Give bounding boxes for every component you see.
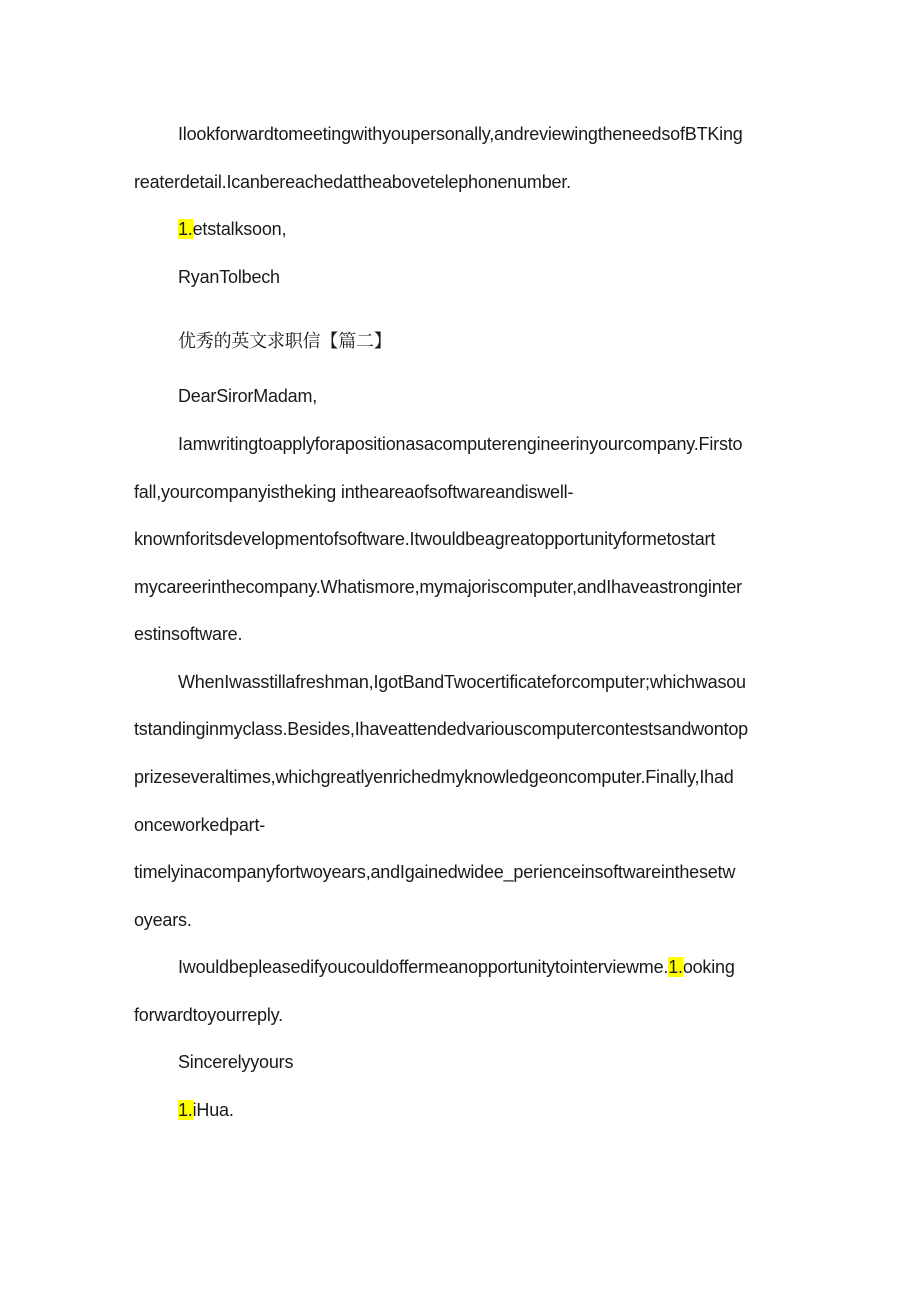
letter2-p2-line-5: timelyinacompanyfortwoyears,andIgainedwidee_perienceinsoftwareinthesetw [134, 862, 736, 882]
letter1-paragraph-line-1: Ilookforwardtomeetingwithyoupersonally,andreviewingtheneedsofBTKing [178, 124, 743, 144]
letter2-salutation: DearSirorMadam, [178, 386, 318, 406]
letter2-p1-line-4: mycareerinthecompany.Whatismore,mymajoriscomputer,andIhaveastronginter [134, 577, 742, 597]
list-marker-highlight: 1. [178, 1100, 193, 1120]
letter2-p2-line-2: tstandinginmyclass.Besides,Ihaveattendedvariouscomputercontestsandwontop [134, 719, 748, 739]
letter1-signature: RyanTolbech [178, 267, 280, 287]
letter2-p2-line-1: WhenIwasstillafreshman,IgotBandTwocertificateforcomputer;whichwasou [178, 672, 746, 692]
section-heading: 优秀的英文求职信【篇二】 [178, 331, 392, 352]
letter2-p3-line-2: forwardtoyourreply. [134, 1005, 283, 1025]
letter1-closing [178, 217, 286, 241]
letter2-p3-text-before: Iwouldbepleasedifyoucouldoffermeanopportunitytointerviewme. [178, 957, 669, 977]
letter2-p1-line-5: estinsoftware. [134, 624, 243, 644]
letter2-signature [178, 1098, 234, 1122]
letter2-p1-line-3: knownforitsdevelopmentofsoftware.Itwouldbeagreatopportunityformetostart [134, 529, 716, 549]
letter2-p3-text-after: ooking [682, 957, 735, 977]
letter2-signature-text: iHua. [192, 1100, 234, 1120]
letter1-paragraph-line-2: reaterdetail.Icanbereachedattheabovetelephonenumber. [134, 172, 571, 192]
letter2-p2-line-3: prizeseveraltimes,whichgreatlyenrichedmyknowledgeoncomputer.Finally,Ihad [134, 767, 734, 787]
letter1-closing-text: etstalksoon, [192, 219, 287, 239]
letter2-p1-line-1: Iamwritingtoapplyforapositionasacomputerengineerinyourcompany.Firsto [178, 434, 743, 454]
letter2-p2-line-4: onceworkedpart- [134, 815, 266, 835]
list-marker-highlight: 1. [668, 957, 683, 977]
letter2-p1-line-2: fall,yourcompanyistheking intheareaofsoftwareandiswell- [134, 482, 574, 502]
letter2-closing: Sincerelyyours [178, 1052, 294, 1072]
list-marker-highlight: 1. [178, 219, 193, 239]
letter2-p2-line-6: oyears. [134, 910, 192, 930]
letter2-p3-line-1 [178, 955, 735, 979]
